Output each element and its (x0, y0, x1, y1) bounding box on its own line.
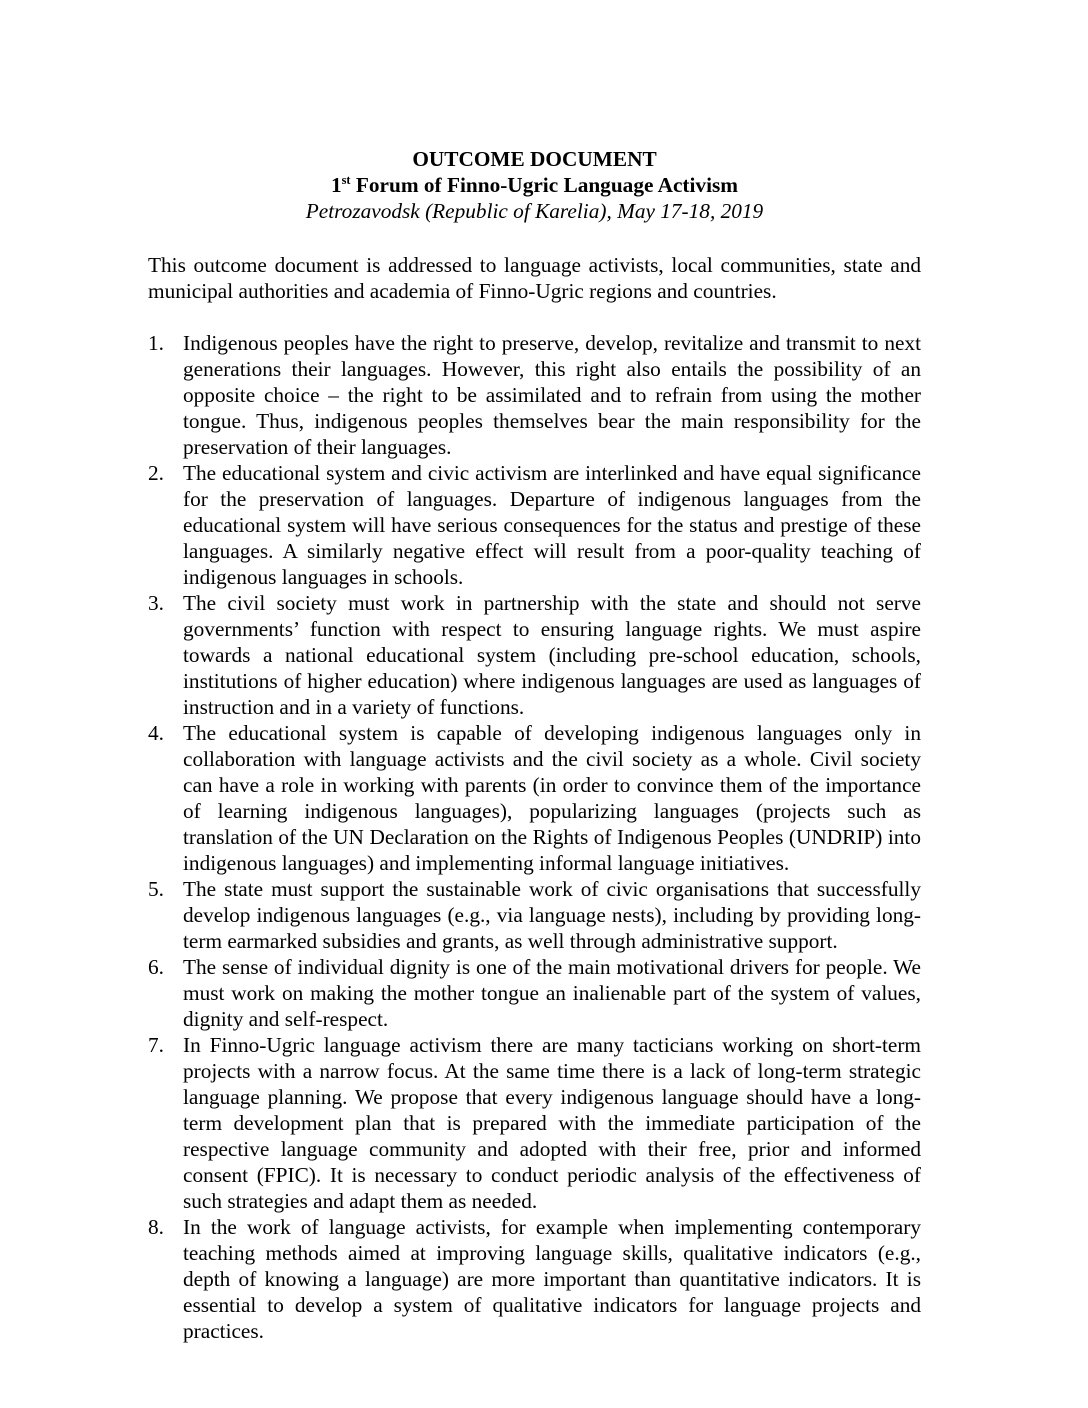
forum-ordinal-number: 1 (330, 173, 342, 197)
item-number: 4. (148, 721, 164, 745)
document-subtitle (148, 172, 921, 198)
list-item (148, 1214, 921, 1344)
item-number: 8. (148, 1215, 164, 1239)
item-text: In the work of language activists, for example when implementing contemporary teaching methods aimed at improving language skills, qualitative indicators (e.g., depth of knowing a language) are more important than quantitative indicators. It is essential to develop a system of qualitative indicators for language projects and practices. (183, 1215, 921, 1343)
item-number: 2. (148, 461, 164, 485)
item-text: In Finno-Ugric language activism there are many tacticians working on short-term projects with a narrow focus. At the same time there is a lack of long-term strategic language planning. We propose that every indigenous language should have a long-term development plan that is prepared with the immediate participation of the respective language community and adopted with their free, prior and informed consent (FPIC). It is necessary to conduct periodic analysis of the effectiveness of such strategies and adapt them as needed. (183, 1033, 921, 1213)
item-text: The civil society must work in partnership with the state and should not serve governments’ function with respect to ensuring language rights. We must aspire towards a national educational system (including pre-school education, schools, institutions of higher education) where indigenous languages are used as languages of instruction and in a variety of functions. (183, 591, 921, 719)
outcome-points-list (148, 330, 921, 1344)
item-text: The educational system is capable of developing indigenous languages only in collaboration with language activists and the civil society as a whole. Civil society can have a role in working with parents (in order to convince them of the importance of learning indigenous languages), popularizing languages (projects such as translation of the UN Declaration on the Rights of Indigenous Peoples (UNDRIP) into indigenous languages) and implementing informal language initiatives. (183, 721, 921, 875)
list-item (148, 954, 921, 1032)
item-text: Indigenous peoples have the right to preserve, develop, revitalize and transmit to next generations their languages. However, this right also entails the possibility of an opposite choice – the right to be assimilated and to refrain from using the mother tongue. Thus, indigenous peoples themselves bear the main responsibility for the preservation of their languages. (183, 331, 921, 459)
document-header (148, 146, 921, 224)
item-number: 6. (148, 955, 164, 979)
item-text: The state must support the sustainable work of civic organisations that successfully develop indigenous languages (e.g., via language nests), including by providing long-term earmarked subsidies and grants, as well through administrative support. (183, 877, 921, 953)
intro-paragraph: This outcome document is addressed to language activists, local communities, state and municipal authorities and academia of Finno-Ugric regions and countries. (148, 253, 921, 303)
item-number: 3. (148, 591, 164, 615)
list-item (148, 460, 921, 590)
item-number: 1. (148, 331, 164, 355)
list-item (148, 876, 921, 954)
item-text: The educational system and civic activism are interlinked and have equal significance for the preservation of languages. Departure of indigenous languages from the educational system will have serious consequences for the status and prestige of these languages. A similarly negative effect will result from a poor-quality teaching of indigenous languages in schools. (183, 461, 921, 589)
list-item (148, 720, 921, 876)
list-item (148, 1032, 921, 1214)
ordinal-superscript: st (341, 172, 351, 187)
list-item (148, 330, 921, 460)
document-title: OUTCOME DOCUMENT (412, 147, 657, 171)
subtitle-text: Forum of Finno-Ugric Language Activism (350, 173, 739, 197)
item-number: 5. (148, 877, 164, 901)
venue-date-line: Petrozavodsk (Republic of Karelia), May 17-18, 2019 (305, 199, 764, 223)
list-item (148, 590, 921, 720)
item-number: 7. (148, 1033, 164, 1057)
item-text: The sense of individual dignity is one of the main motivational drivers for people. We must work on making the mother tongue an inalienable part of the system of values, dignity and self-respect. (183, 955, 921, 1031)
